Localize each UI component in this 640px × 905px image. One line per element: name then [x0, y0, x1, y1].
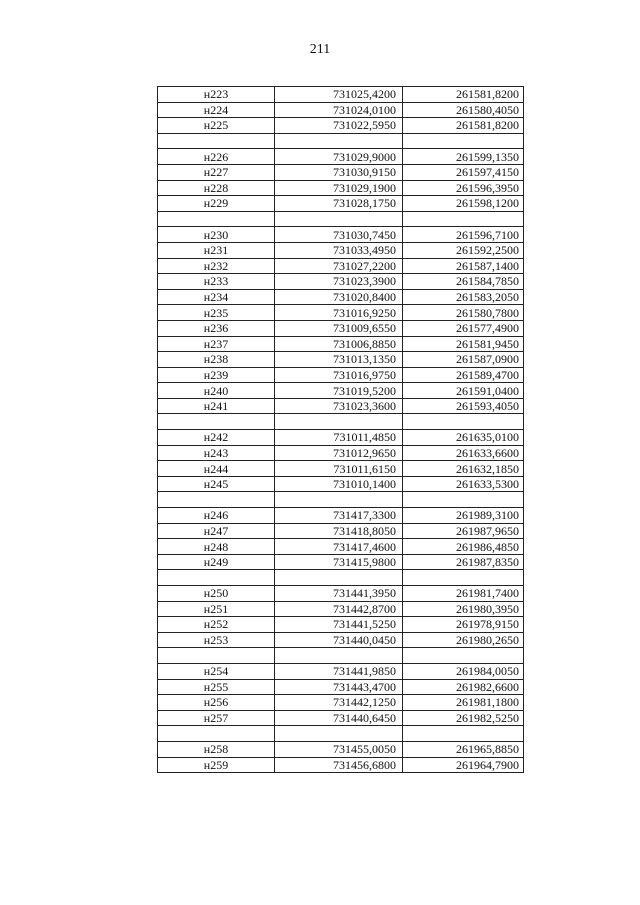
x-coordinate-cell: 731441,3950: [275, 586, 403, 602]
y-coordinate-cell: 261587,1400: [403, 258, 524, 274]
point-id-cell: н229: [158, 196, 275, 212]
x-coordinate-cell: 731016,9750: [275, 367, 403, 383]
y-coordinate-cell: [403, 648, 524, 664]
y-coordinate-cell: 261577,4900: [403, 320, 524, 336]
table-row-spacer: [158, 570, 524, 586]
point-id-cell: н236: [158, 320, 275, 336]
table-row: [158, 196, 524, 212]
y-coordinate-cell: 261635,0100: [403, 430, 524, 446]
table-row: [158, 695, 524, 711]
x-coordinate-cell: 731440,6450: [275, 710, 403, 726]
table-row: [158, 258, 524, 274]
y-coordinate-cell: 261597,4150: [403, 164, 524, 180]
x-coordinate-cell: 731442,8700: [275, 601, 403, 617]
point-id-cell: н259: [158, 757, 275, 773]
y-coordinate-cell: 261978,9150: [403, 617, 524, 633]
x-coordinate-cell: [275, 726, 403, 742]
table-row-spacer: [158, 648, 524, 664]
point-id-cell: н252: [158, 617, 275, 633]
y-coordinate-cell: 261984,0050: [403, 663, 524, 679]
table-row: [158, 227, 524, 243]
table-row: [158, 554, 524, 570]
x-coordinate-cell: 731010,1400: [275, 476, 403, 492]
point-id-cell: н254: [158, 663, 275, 679]
point-id-cell: н242: [158, 430, 275, 446]
table-row: [158, 320, 524, 336]
table-row: [158, 367, 524, 383]
y-coordinate-cell: 261632,1850: [403, 461, 524, 477]
y-coordinate-cell: 261965,8850: [403, 741, 524, 757]
point-id-cell: н228: [158, 180, 275, 196]
y-coordinate-cell: 261584,7850: [403, 274, 524, 290]
point-id-cell: н237: [158, 336, 275, 352]
x-coordinate-cell: 731456,6800: [275, 757, 403, 773]
x-coordinate-cell: 731019,5200: [275, 383, 403, 399]
x-coordinate-cell: [275, 211, 403, 227]
table-row: [158, 242, 524, 258]
point-id-cell: н223: [158, 87, 275, 103]
point-id-cell: н239: [158, 367, 275, 383]
point-id-cell: н257: [158, 710, 275, 726]
point-id-cell: [158, 570, 275, 586]
x-coordinate-cell: 731442,1250: [275, 695, 403, 711]
y-coordinate-cell: [403, 211, 524, 227]
y-coordinate-cell: 261982,5250: [403, 710, 524, 726]
y-coordinate-cell: 261989,3100: [403, 508, 524, 524]
y-coordinate-cell: 261591,0400: [403, 383, 524, 399]
point-id-cell: н249: [158, 554, 275, 570]
y-coordinate-cell: [403, 726, 524, 742]
point-id-cell: н248: [158, 539, 275, 555]
table-row: [158, 430, 524, 446]
coordinates-table: [157, 86, 524, 773]
point-id-cell: н250: [158, 586, 275, 602]
point-id-cell: н245: [158, 476, 275, 492]
y-coordinate-cell: 261987,8350: [403, 554, 524, 570]
x-coordinate-cell: [275, 492, 403, 508]
table-row: [158, 663, 524, 679]
x-coordinate-cell: 731030,9150: [275, 164, 403, 180]
x-coordinate-cell: 731415,9800: [275, 554, 403, 570]
y-coordinate-cell: 261596,3950: [403, 180, 524, 196]
x-coordinate-cell: 731011,6150: [275, 461, 403, 477]
y-coordinate-cell: 261581,9450: [403, 336, 524, 352]
x-coordinate-cell: 731029,9000: [275, 149, 403, 165]
x-coordinate-cell: [275, 648, 403, 664]
x-coordinate-cell: 731006,8850: [275, 336, 403, 352]
x-coordinate-cell: 731418,8050: [275, 523, 403, 539]
point-id-cell: [158, 211, 275, 227]
x-coordinate-cell: 731023,3600: [275, 398, 403, 414]
y-coordinate-cell: 261593,4050: [403, 398, 524, 414]
table-row: [158, 383, 524, 399]
x-coordinate-cell: 731020,8400: [275, 289, 403, 305]
table-row: [158, 679, 524, 695]
point-id-cell: н238: [158, 352, 275, 368]
point-id-cell: н243: [158, 445, 275, 461]
x-coordinate-cell: 731028,1750: [275, 196, 403, 212]
table-row-spacer: [158, 211, 524, 227]
table-row: [158, 102, 524, 118]
x-coordinate-cell: 731022,5950: [275, 118, 403, 134]
point-id-cell: н240: [158, 383, 275, 399]
table-row: [158, 87, 524, 103]
page-number: 211: [309, 42, 331, 57]
y-coordinate-cell: 261583,2050: [403, 289, 524, 305]
point-id-cell: н227: [158, 164, 275, 180]
point-id-cell: [158, 133, 275, 149]
point-id-cell: [158, 648, 275, 664]
x-coordinate-cell: 731441,5250: [275, 617, 403, 633]
table-row: [158, 617, 524, 633]
table-row: [158, 445, 524, 461]
point-id-cell: н241: [158, 398, 275, 414]
point-id-cell: н224: [158, 102, 275, 118]
x-coordinate-cell: 731033,4950: [275, 242, 403, 258]
table-row: [158, 274, 524, 290]
point-id-cell: н230: [158, 227, 275, 243]
table-row: [158, 461, 524, 477]
x-coordinate-cell: [275, 414, 403, 430]
x-coordinate-cell: 731029,1900: [275, 180, 403, 196]
table-row: [158, 539, 524, 555]
y-coordinate-cell: 261589,4700: [403, 367, 524, 383]
x-coordinate-cell: [275, 133, 403, 149]
point-id-cell: н258: [158, 741, 275, 757]
y-coordinate-cell: 261980,3950: [403, 601, 524, 617]
table-row: [158, 336, 524, 352]
y-coordinate-cell: 261581,8200: [403, 87, 524, 103]
x-coordinate-cell: 731417,3300: [275, 508, 403, 524]
y-coordinate-cell: 261964,7900: [403, 757, 524, 773]
point-id-cell: н233: [158, 274, 275, 290]
y-coordinate-cell: [403, 414, 524, 430]
y-coordinate-cell: 261981,7400: [403, 586, 524, 602]
table-row: [158, 352, 524, 368]
y-coordinate-cell: 261592,2500: [403, 242, 524, 258]
table-row-spacer: [158, 133, 524, 149]
point-id-cell: н251: [158, 601, 275, 617]
y-coordinate-cell: [403, 133, 524, 149]
table-row: [158, 508, 524, 524]
x-coordinate-cell: 731027,2200: [275, 258, 403, 274]
table-row: [158, 632, 524, 648]
point-id-cell: н231: [158, 242, 275, 258]
y-coordinate-cell: 261982,6600: [403, 679, 524, 695]
point-id-cell: н225: [158, 118, 275, 134]
point-id-cell: [158, 726, 275, 742]
table-row: [158, 149, 524, 165]
point-id-cell: [158, 492, 275, 508]
table-row: [158, 757, 524, 773]
point-id-cell: н247: [158, 523, 275, 539]
point-id-cell: н226: [158, 149, 275, 165]
point-id-cell: н244: [158, 461, 275, 477]
x-coordinate-cell: 731011,4850: [275, 430, 403, 446]
x-coordinate-cell: 731417,4600: [275, 539, 403, 555]
point-id-cell: н255: [158, 679, 275, 695]
table-row: [158, 476, 524, 492]
y-coordinate-cell: [403, 570, 524, 586]
x-coordinate-cell: 731441,9850: [275, 663, 403, 679]
table-row: [158, 710, 524, 726]
y-coordinate-cell: 261598,1200: [403, 196, 524, 212]
table-row: [158, 398, 524, 414]
table-row: [158, 289, 524, 305]
y-coordinate-cell: 261987,9650: [403, 523, 524, 539]
x-coordinate-cell: 731030,7450: [275, 227, 403, 243]
x-coordinate-cell: 731009,6550: [275, 320, 403, 336]
y-coordinate-cell: 261981,1800: [403, 695, 524, 711]
point-id-cell: [158, 414, 275, 430]
y-coordinate-cell: 261596,7100: [403, 227, 524, 243]
y-coordinate-cell: 261633,6600: [403, 445, 524, 461]
table-row: [158, 601, 524, 617]
table-row-spacer: [158, 414, 524, 430]
point-id-cell: н235: [158, 305, 275, 321]
table-row: [158, 118, 524, 134]
point-id-cell: н232: [158, 258, 275, 274]
x-coordinate-cell: 731012,9650: [275, 445, 403, 461]
x-coordinate-cell: 731443,4700: [275, 679, 403, 695]
table-row: [158, 164, 524, 180]
y-coordinate-cell: 261587,0900: [403, 352, 524, 368]
y-coordinate-cell: 261986,4850: [403, 539, 524, 555]
table-row: [158, 586, 524, 602]
y-coordinate-cell: 261580,4050: [403, 102, 524, 118]
point-id-cell: н256: [158, 695, 275, 711]
table-row: [158, 523, 524, 539]
coordinates-table-body: [158, 87, 524, 773]
point-id-cell: н234: [158, 289, 275, 305]
x-coordinate-cell: 731013,1350: [275, 352, 403, 368]
x-coordinate-cell: 731025,4200: [275, 87, 403, 103]
table-row-spacer: [158, 492, 524, 508]
point-id-cell: н253: [158, 632, 275, 648]
y-coordinate-cell: 261581,8200: [403, 118, 524, 134]
point-id-cell: н246: [158, 508, 275, 524]
table-row: [158, 305, 524, 321]
x-coordinate-cell: 731016,9250: [275, 305, 403, 321]
table-row: [158, 741, 524, 757]
table-row-spacer: [158, 726, 524, 742]
y-coordinate-cell: 261580,7800: [403, 305, 524, 321]
y-coordinate-cell: [403, 492, 524, 508]
x-coordinate-cell: 731455,0050: [275, 741, 403, 757]
y-coordinate-cell: 261633,5300: [403, 476, 524, 492]
x-coordinate-cell: [275, 570, 403, 586]
x-coordinate-cell: 731023,3900: [275, 274, 403, 290]
y-coordinate-cell: 261599,1350: [403, 149, 524, 165]
y-coordinate-cell: 261980,2650: [403, 632, 524, 648]
table-row: [158, 180, 524, 196]
x-coordinate-cell: 731024,0100: [275, 102, 403, 118]
x-coordinate-cell: 731440,0450: [275, 632, 403, 648]
